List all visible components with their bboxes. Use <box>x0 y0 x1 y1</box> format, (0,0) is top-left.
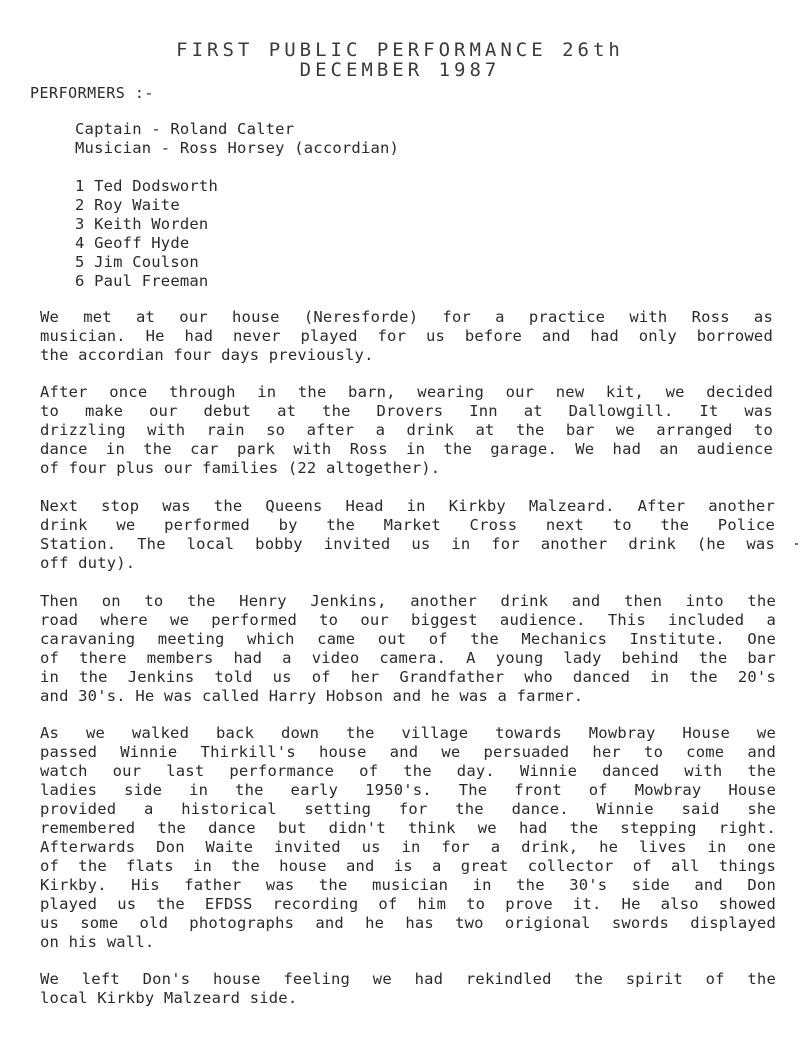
paragraph-closing <box>40 970 776 1008</box>
paragraph-line: caravaning meeting which came out of the Mechanics Institute. One <box>40 630 776 648</box>
paragraph-mowbray-house <box>40 724 776 952</box>
paragraph-line: As we walked back down the village towards Mowbray House we <box>40 724 776 742</box>
paragraph-henry-jenkins <box>40 592 776 706</box>
paragraph-line: us some old photographs and he has two origional swords displayed <box>40 914 776 932</box>
paragraph-line: and 30's. He was called Harry Hobson and he was a farmer. <box>40 687 584 705</box>
role-musician: Musician - Ross Horsey (accordian) <box>75 139 400 157</box>
paragraph-line: Afterwards Don Waite invited us in for a drink, he lives in one <box>40 838 776 856</box>
paragraph-line: provided a historical setting for the dance. Winnie said she <box>40 800 776 818</box>
paragraph-line: to make our debut at the Drovers Inn at Dallowgill. It was <box>40 402 773 420</box>
paragraph-line: of there members had a video camera. A young lady behind the bar <box>40 649 776 667</box>
document-title-line-2: DECEMBER 1987 <box>299 59 501 81</box>
paragraph-line: After once through in the barn, wearing our new kit, we decided <box>40 383 773 401</box>
performer-item: 6 Paul Freeman <box>75 272 209 290</box>
paragraph-line: Next stop was the Queens Head in Kirkby Malzeard. After another <box>40 497 775 515</box>
paragraph-drovers-inn <box>40 383 773 478</box>
paragraph-line: local Kirkby Malzeard side. <box>40 989 298 1007</box>
scan-speck <box>795 543 798 545</box>
paragraph-line: We left Don's house feeling we had rekindled the spirit of the <box>40 970 776 988</box>
role-captain: Captain - Roland Calter <box>75 120 295 138</box>
paragraph-line: dance in the car park with Ross in the garage. We had an audience <box>40 440 773 458</box>
paragraph-line: musician. He had never played for us before and had only borrowed <box>40 327 773 345</box>
paragraph-line: drizzling with rain so after a drink at the bar we arranged to <box>40 421 773 439</box>
document-title-line-1: FIRST PUBLIC PERFORMANCE 26th <box>176 39 624 61</box>
paragraph-line: Station. The local bobby invited us in for another drink (he was <box>40 535 775 553</box>
paragraph-practice <box>40 308 773 365</box>
paragraph-line: passed Winnie Thirkill's house and we persuaded her to come and <box>40 743 776 761</box>
paragraph-line: off duty). <box>40 554 136 572</box>
paragraph-line: We met at our house (Neresforde) for a practice with Ross as <box>40 308 773 326</box>
paragraph-line: in the Jenkins told us of her Grandfather who danced in the 20's <box>40 668 776 686</box>
paragraph-line: ladies side in the early 1950's. The front of Mowbray House <box>40 781 776 799</box>
paragraph-queens-head <box>40 497 775 573</box>
performer-item: 1 Ted Dodsworth <box>75 177 218 195</box>
performer-item: 5 Jim Coulson <box>75 253 199 271</box>
paragraph-line: on his wall. <box>40 933 155 951</box>
paragraph-line: Kirkby. His father was the musician in the 30's side and Don <box>40 876 776 894</box>
paragraph-line: of four plus our families (22 altogether). <box>40 459 441 477</box>
paragraph-line: drink we performed by the Market Cross next to the Police <box>40 516 775 534</box>
paragraph-line: of the flats in the house and is a great collector of all things <box>40 857 776 875</box>
performer-item: 3 Keith Worden <box>75 215 209 233</box>
performer-item: 2 Roy Waite <box>75 196 180 214</box>
paragraph-line: the accordian four days previously. <box>40 346 374 364</box>
paragraph-line: road where we performed to our biggest audience. This included a <box>40 611 776 629</box>
performers-heading: PERFORMERS :- <box>30 84 154 102</box>
paragraph-line: remembered the dance but didn't think we had the stepping right. <box>40 819 776 837</box>
paragraph-line: Then on to the Henry Jenkins, another drink and then into the <box>40 592 776 610</box>
paragraph-line: played us the EFDSS recording of him to prove it. He also showed <box>40 895 776 913</box>
performer-item: 4 Geoff Hyde <box>75 234 190 252</box>
paragraph-line: watch our last performance of the day. Winnie danced with the <box>40 762 776 780</box>
